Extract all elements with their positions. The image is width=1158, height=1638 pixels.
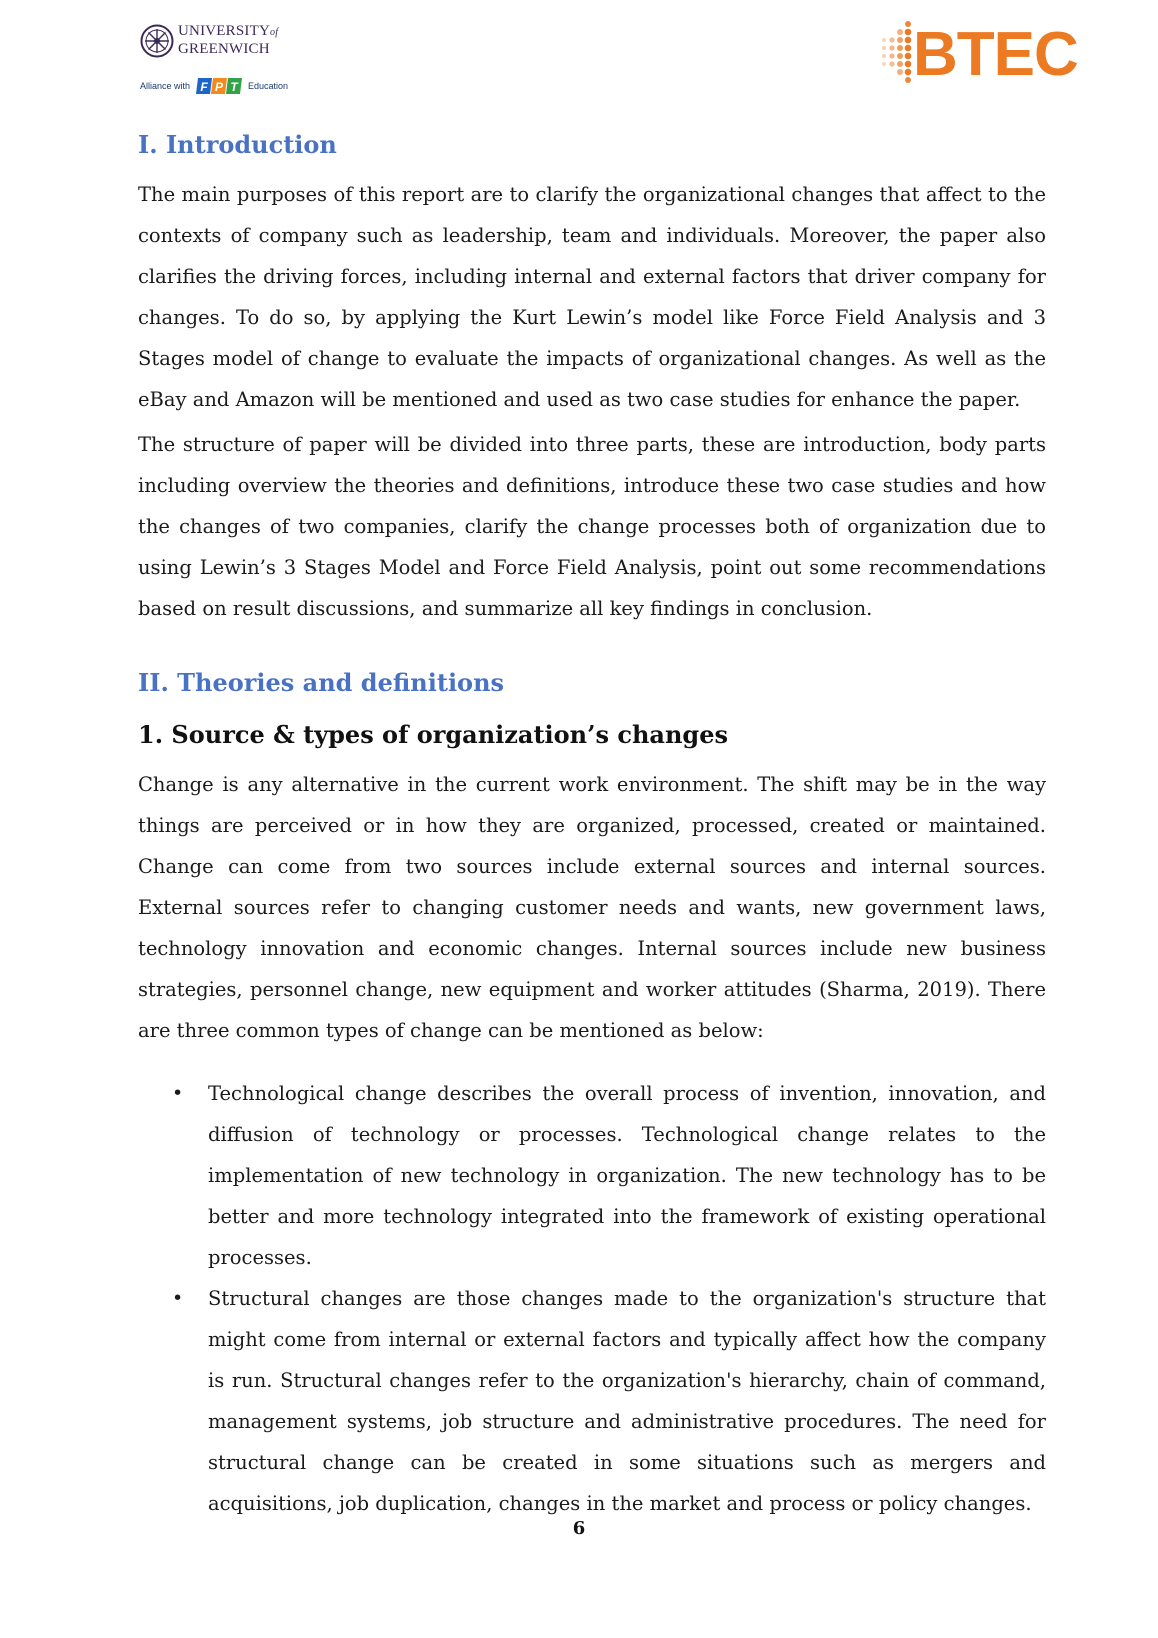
fpt-letter-p: P: [214, 80, 224, 94]
education-text: Education: [248, 81, 289, 91]
university-name: UNIVERSITYof GREENWICH: [178, 23, 279, 57]
fpt-logo-icon: [196, 76, 244, 96]
university-of-greenwich-logo: [140, 22, 290, 66]
greenwich-seal-icon: [140, 24, 174, 58]
btec-wordmark: BTEC: [913, 20, 1078, 89]
technological-change-text: Technological change describes the overall process of invention, innovation, and diffusion of technology or processes. Technological change relates to the implementation of new technology in organization. The new technology has to be better and more technology integrated into the framework of existing operational processes.: [208, 1082, 1046, 1269]
fpt-letter-f: F: [200, 80, 208, 94]
structural-change-text: Structural changes are those changes made to the organization's structure that might come from internal or external factors and typically affect how the company is run. Structural changes refer to the organization's hierarchy, chain of command, management systems, job structure and administrative procedures. The need for structural change can be created in some situations such as mergers and acquisitions, job duplication, changes in the market and process or policy changes.: [208, 1287, 1046, 1515]
introduction-heading: I. Introduction: [138, 130, 337, 159]
introduction-paragraph-2: The structure of paper will be divided into three parts, these are introduction, body parts including overview the theories and definitions, introduce these two case studies and how the changes of two companies, clarify the change processes both of organization due to using Lewin’s 3 Stages Model and Force Field Analysis, point out some recommendations based on result discussions, and summarize all key findings in conclusion.: [138, 433, 1046, 620]
fpt-letter-t: T: [230, 80, 238, 94]
alliance-text: Alliance with: [140, 81, 191, 91]
btec-logo: [875, 20, 1090, 89]
list-item: [138, 1278, 1046, 1524]
page-number: 6: [572, 1518, 586, 1539]
introduction-paragraph-1: The main purposes of this report are to clarify the organizational changes that affect to the contexts of company such as leadership, team and individuals. Moreover, the paper also clarifies the driving forces, including internal and external factors that driver company for changes. To do so, by applying the Kurt Lewin’s model like Force Field Analysis and 3 Stages model of change to evaluate the impacts of organizational changes. As well as the eBay and Amazon will be mentioned and used as two case studies for enhance the paper.: [138, 183, 1046, 411]
list-item: [138, 1073, 1046, 1278]
bullet-icon: •: [172, 1082, 184, 1104]
theories-heading: II. Theories and definitions: [138, 668, 505, 697]
change-paragraph: Change is any alternative in the current work environment. The shift may be in the way things are perceived or in how they are organized, processed, created or maintained. Change can come from two sources include external sources and internal sources. External sources refer to changing customer needs and wants, new government laws, technology innovation and economic changes. Internal sources include new business strategies, personnel change, new equipment and worker attitudes (Sharma, 2019). There are three common types of change can be mentioned as below:: [138, 773, 1046, 1042]
change-types-list: [138, 1073, 1046, 1524]
bullet-icon: •: [172, 1287, 184, 1309]
fpt-alliance-logo: [140, 76, 290, 98]
source-types-subheading: 1. Source & types of organization’s changes: [138, 720, 728, 749]
